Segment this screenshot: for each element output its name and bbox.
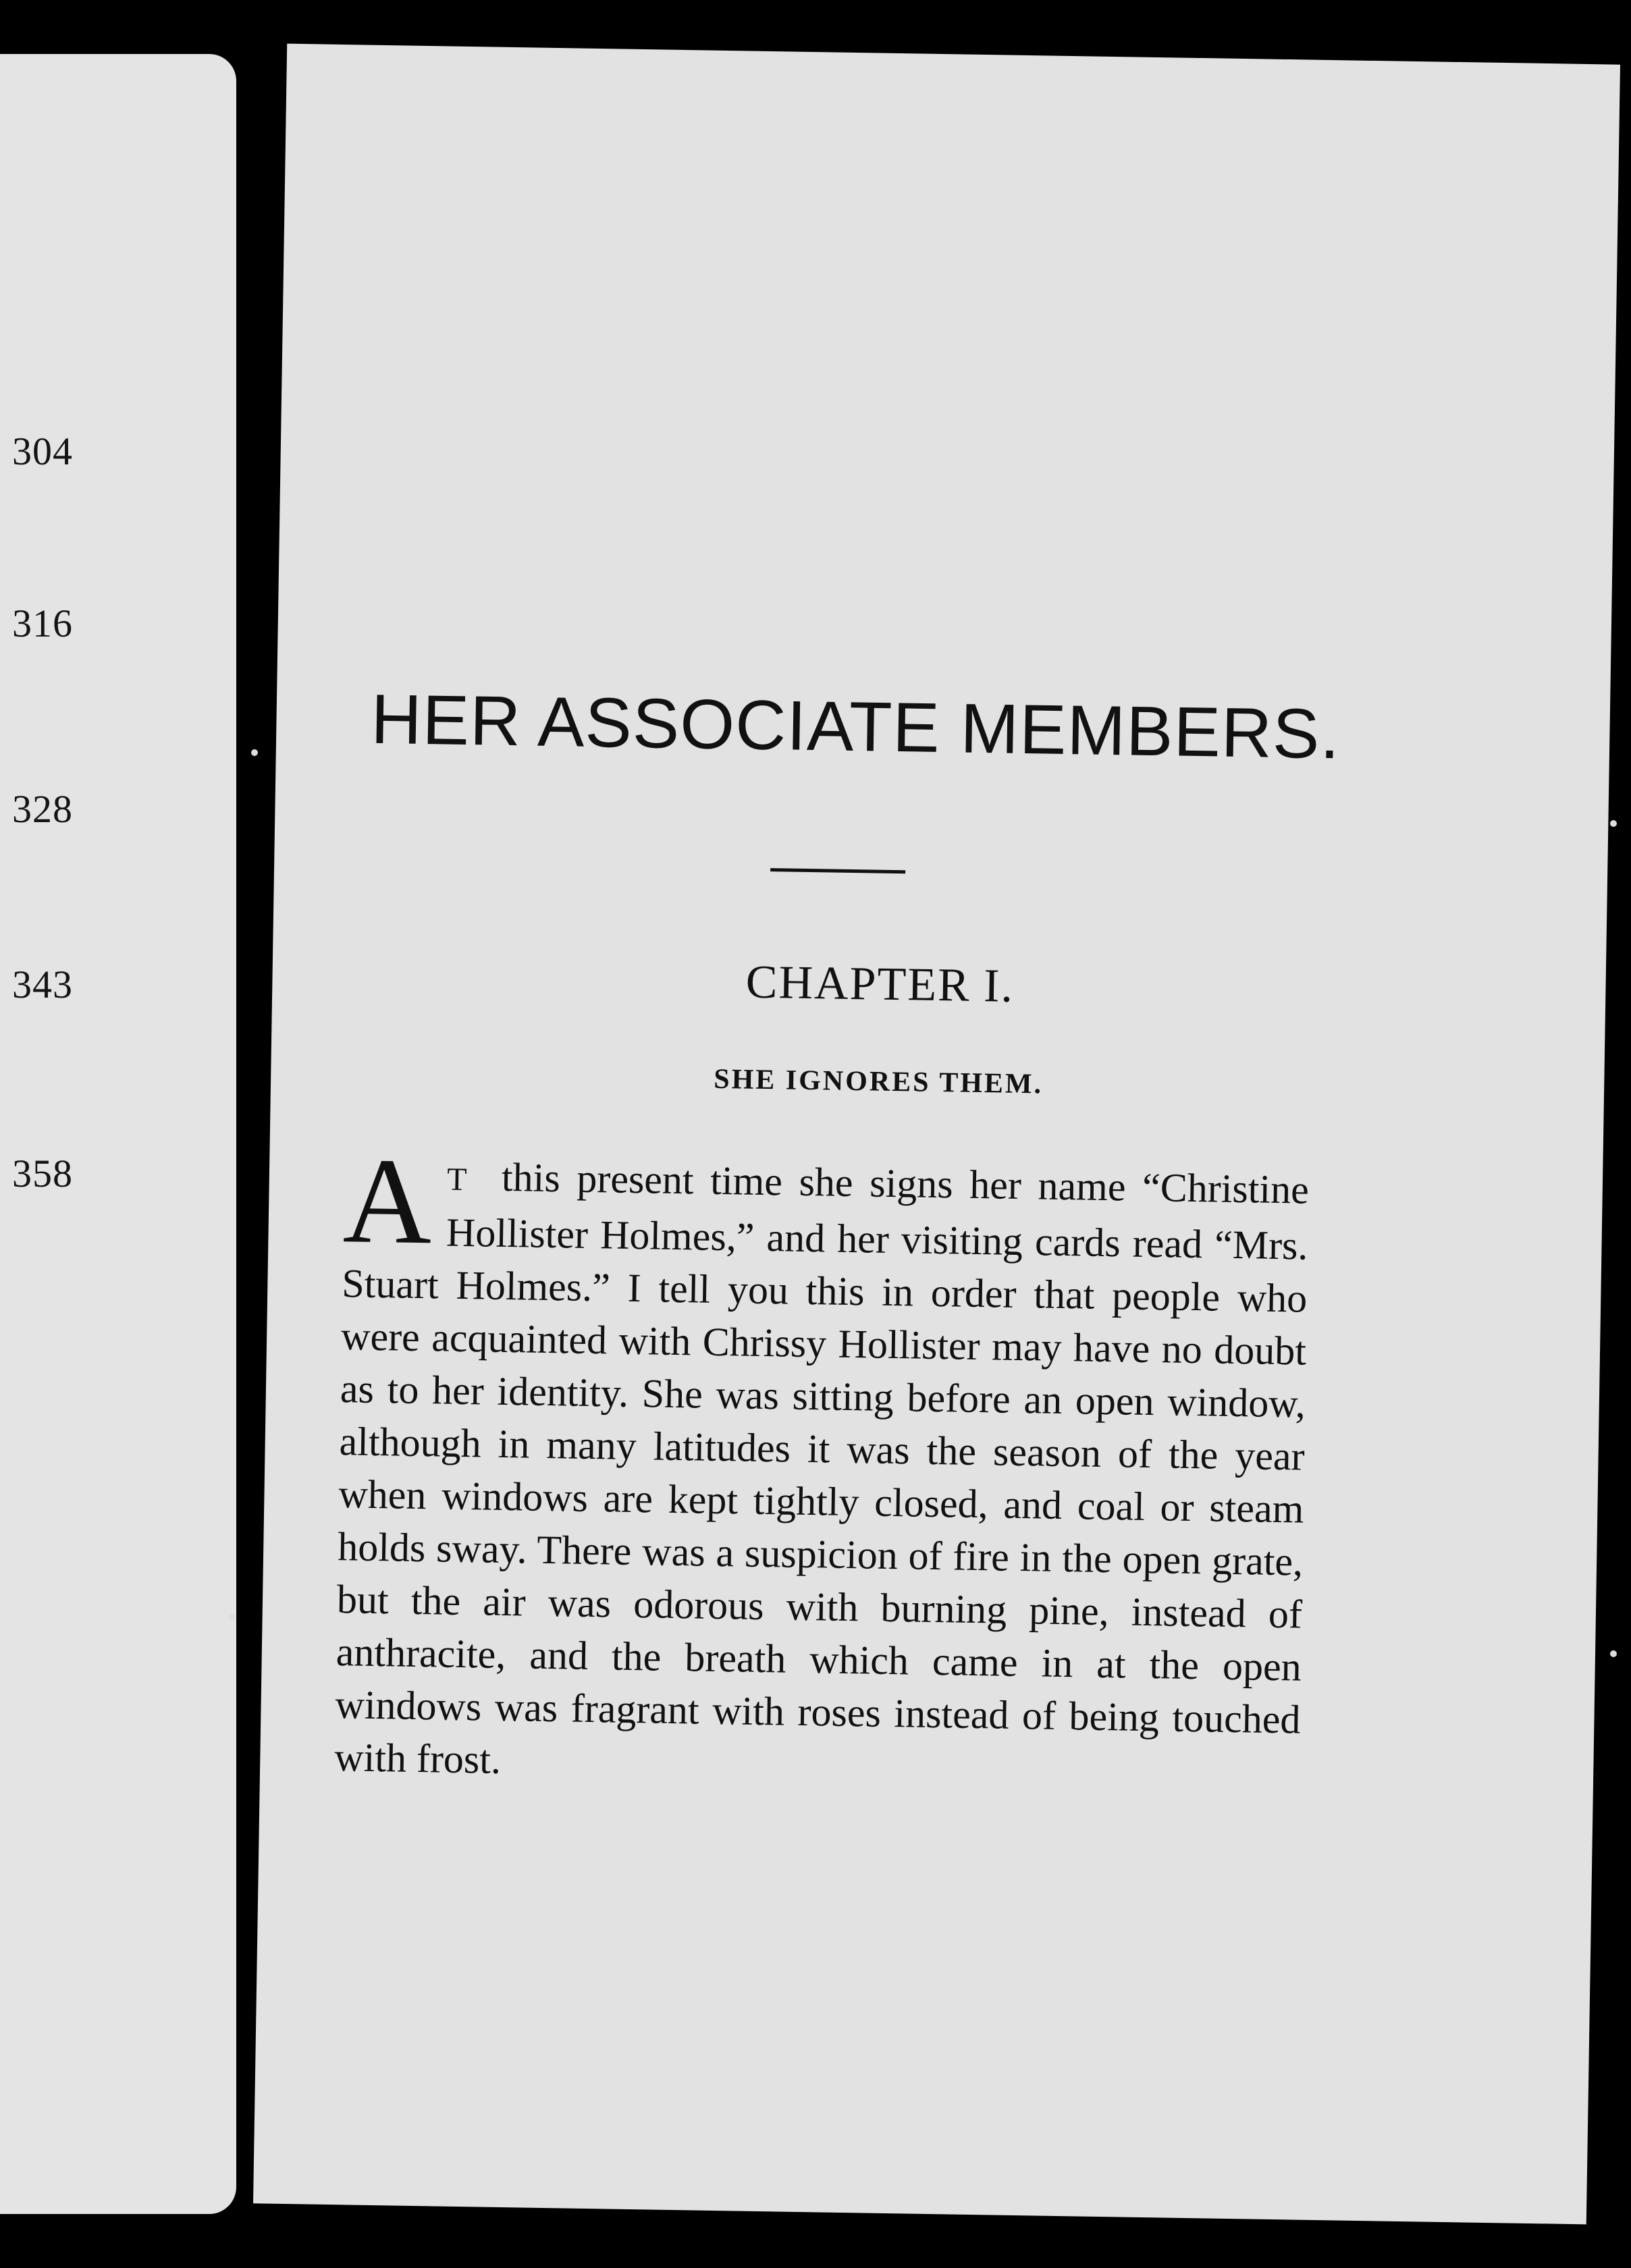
page-number: 304	[12, 429, 73, 473]
right-page	[253, 44, 1620, 2225]
page-number: 328	[12, 787, 73, 831]
left-page	[0, 54, 236, 2214]
scan-speck	[228, 1613, 235, 1620]
page-number: 316	[12, 601, 73, 645]
drop-cap: A	[342, 1133, 433, 1270]
scan-speck	[1610, 1650, 1617, 1657]
chapter-heading: CHAPTER I.	[745, 956, 1015, 1013]
book-title: HER ASSOCIATE MEMBERS.	[370, 680, 1341, 774]
chapter-body	[333, 1133, 1310, 1798]
page-number: 358	[12, 1152, 73, 1195]
title-divider	[770, 868, 905, 873]
chapter-subtitle: SHE IGNORES THEM.	[713, 1063, 1044, 1100]
page-number: 343	[12, 963, 73, 1006]
body-text: this present time she signs her name “Christine Hollister Holmes,” and her visiting cards read “Mrs. Stuart Holmes.” I tell you this in order that people who were acquainted with Chrissy Hollister may have no doubt as to her identity. She was sitting before an open window, although in many latitudes it was the season of the year when windows are kept tightly closed, and coal or steam holds sway. There was a suspicion of fire in the open grate, but the air was odorous with burning pine, instead of anthracite, and the breath which came in at the open windows was fragrant with roses instead of being touched with frost.	[333, 1154, 1310, 1782]
drop-cap-continuation: T	[446, 1161, 469, 1198]
scan-speck	[251, 749, 258, 756]
scan-speck	[1610, 820, 1617, 827]
